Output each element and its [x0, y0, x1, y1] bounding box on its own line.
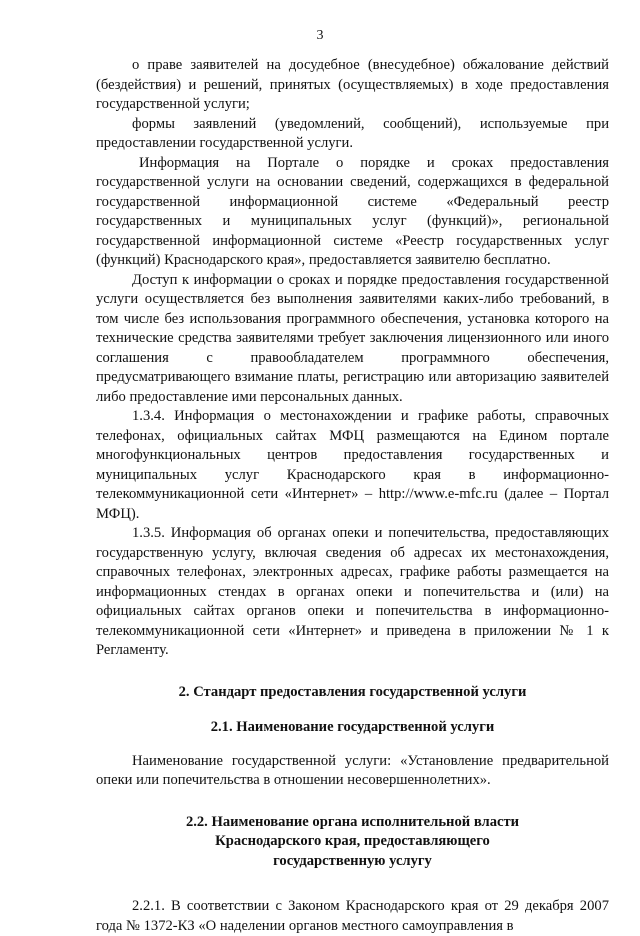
paragraph-portal-information: Информация на Портале о порядке и сроках предоставления государственной услуги на основании сведений, содержащихся в федеральной государственной информационной системе «Федеральный реестр государственных и муниципальных услуг (функций)», региональной государственной информационной системе «Реестр государственных услуг (функций) Краснодарского края», предоставляется заявителю бесплатно.: [96, 154, 609, 268]
document-body: [96, 56, 609, 936]
section-2-2-1-text: 2.2.1. В соответствии с Законом Краснодарского края от 29 декабря 2007 года № 1372-КЗ «О наделении органов местного самоуправления в: [96, 898, 609, 934]
section-2-2-heading-line-2: Краснодарского края, предоставляющего: [215, 833, 490, 849]
section-2-2-heading-line-3: государственную услугу: [273, 852, 432, 869]
paragraph-1-3-5: 1.3.5. Информация об органах опеки и попечительства, предоставляющих государственную услугу, включая сведения об адресах их местонахождения, справочных телефонах, электронных адресах, графике работы размещается на информационных стендах в органах опеки и попечительства и (или) на официальных сайтах органов опеки и попечительства в информационно-телекоммуникационной сети «Интернет» и приведена в приложении № 1 к Регламенту.: [96, 525, 609, 658]
page-number: 3: [316, 28, 324, 43]
paragraph-access-information: Доступ к информации о сроках и порядке предоставления государственной услуги осуществляется без выполнения заявителями каких-либо требований, в том числе без использования программного обеспечения, установка которого на технические средства заявителями требует заключения лицензионного или иного соглашения с правообладателем программного обеспечения, предусматривающего взимание платы, регистрацию или авторизацию заявителей либо предоставление ими персональных данных.: [96, 271, 609, 405]
section-2-1-text: Наименование государственной услуги: «Установление предварительной опеки или попечительства в отношении несовершеннолетних».: [96, 752, 609, 788]
paragraph-application-forms: формы заявлений (уведомлений, сообщений), используемые при предоставлении государственной услуги.: [96, 115, 609, 151]
paragraph-appeal-rights: о праве заявителей на досудебное (внесудебное) обжалование действий (бездействия) и решений, принятых (осуществляемых) в ходе предоставления государственной услуги;: [96, 57, 609, 112]
section-2-2-heading-line-1: 2.2. Наименование органа исполнительной власти: [185, 813, 520, 830]
paragraph-1-3-4: 1.3.4. Информация о местонахождении и графике работы, справочных телефонах, официальных сайтах МФЦ размещаются на Едином портале многофункциональных центров предоставления государственных и муниципальных услуг Краснодарского края в информационно-телекоммуникационной сети «Интернет» – http://www.e-mfc.ru (далее – Портал МФЦ).: [96, 408, 609, 522]
section-2-heading: 2. Стандарт предоставления государственной услуги: [178, 683, 527, 700]
section-2-1-heading: 2.1. Наименование государственной услуги: [210, 719, 495, 735]
